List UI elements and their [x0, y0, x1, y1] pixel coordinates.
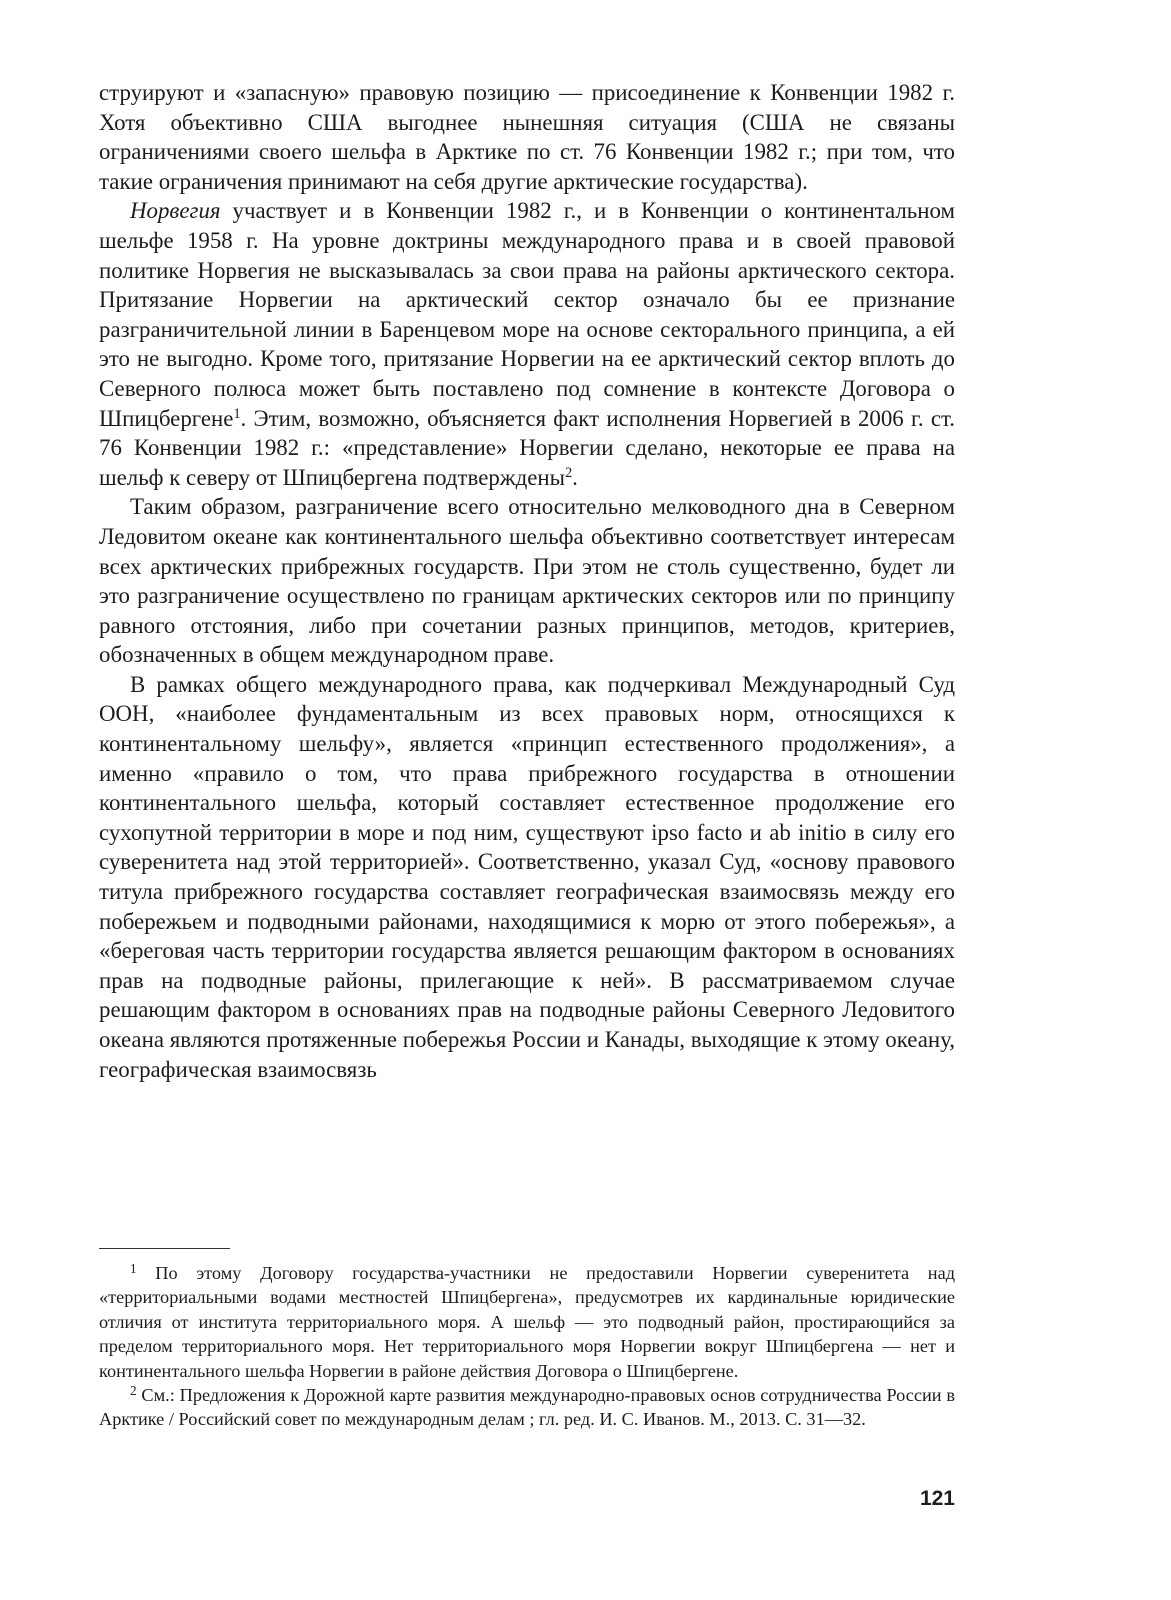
- footnote-1-text: По этому Договору государства-участники не предоставили Норвегии суверенитета над «территориальными водами местностей Шпицбергена», предусмотрев их кардинальные юридические отличия от института территориального моря. А шельф — это подводный район, простирающийся за пределом территориального моря. Нет территориального моря Норвегии вокруг Шпицбергена — нет и континентального шельфа Норвегии в районе действия Договора о Шпицбергене.: [99, 1263, 955, 1381]
- footnote-2-text: См.: Предложения к Дорожной карте развития международно-правовых основ сотрудничества России в Арктике / Российский совет по международным делам ; гл. ред. И. С. Иванов. М., 2013. С. 31—32.: [99, 1385, 955, 1430]
- paragraph-2-text-c: .: [572, 464, 578, 490]
- paragraph-1-text: струируют и «запасную» правовую позицию — присоединение к Конвенции 1982 г. Хотя объективно США выгоднее нынешняя ситуация (США не связаны ограничениями своего шельфа в Арктике по ст. 76 Конвенции 1982 г.; при том, что такие ограничения принимают на себя другие арктические государства).: [99, 80, 955, 194]
- paragraph-4: [99, 670, 955, 1084]
- paragraph-4-text: В рамках общего международного права, как подчеркивал Международный Суд ООН, «наиболее фундаментальным из всех правовых норм, относящихся к континентальному шельфу», является «принцип естественного продолжения», а именно «правило о том, что права прибрежного государства в отношении континентального шельфа, который составляет естественное продолжение его сухопутной территории в море и под ним, существуют ipso facto и ab initio в силу его суверенитета над этой территорией». Соответственно, указал Суд, «основу правового титула прибрежного государства составляет географическая взаимосвязь между его побережьем и подводными районами, находящимися к морю от этого побережья», а «береговая часть территории государства является решающим фактором в основаниях прав на подводные районы, прилегающие к ней». В рассматриваемом случае решающим фактором в основаниях прав на подводные районы Северного Ледовитого океана являются протяженные побережья России и Канады, выходящие к этому океану, географическая взаимосвязь: [99, 671, 955, 1082]
- paragraph-2-text-a: участвует и в Конвенции 1982 г., и в Конвенции о континентальном шельфе 1958 г. На уровне доктрины международного права и в своей правовой политике Норвегия не высказывалась за свои права на районы арктического сектора. Притязание Норвегии на арктический сектор означало бы ее признание разграничительной линии в Баренцевом море на основе секторального принципа, а ей это не выгодно. Кроме того, притязание Норвегии на ее арктический сектор вплоть до Северного полюса может быть поставлено под сомнение в контексте Договора о Шпицбергене: [99, 198, 955, 431]
- paragraph-3-text: Таким образом, разграничение всего относительно мелководного дна в Северном Ледовитом океане как континентального шельфа объективно соответствует интересам всех арктических прибрежных государств. При этом не столь существенно, будет ли это разграничение осуществлено по границам арктических секторов или по принципу равного отстояния, либо при сочетании разных принципов, методов, критериев, обозначенных в общем международном праве.: [99, 494, 955, 668]
- footnote-1: [99, 1261, 955, 1383]
- footnote-1-mark: 1: [130, 1261, 137, 1277]
- footnote-ref-2: 2: [565, 464, 573, 481]
- page-number: 121: [919, 1487, 955, 1510]
- paragraph-2: [99, 196, 955, 492]
- paragraph-2-text-b: . Этим, возможно, объясняется факт исполнения Норвегией в 2006 г. ст. 76 Конвенции 1982 г.: «представление» Норвегии сделано, некоторые ее права на шельф к северу от Шпицбергена подтверждены: [99, 405, 955, 490]
- norway-italic: Норвегия: [130, 198, 221, 224]
- footnote-separator: [99, 1248, 230, 1249]
- book-page: [99, 78, 955, 1558]
- footnotes: [99, 1261, 955, 1432]
- footnote-2: [99, 1383, 955, 1432]
- paragraph-1: [99, 78, 955, 196]
- footnote-2-mark: 2: [130, 1383, 137, 1399]
- paragraph-3: [99, 492, 955, 670]
- main-text: [99, 78, 955, 1084]
- footnote-ref-1: 1: [233, 405, 241, 422]
